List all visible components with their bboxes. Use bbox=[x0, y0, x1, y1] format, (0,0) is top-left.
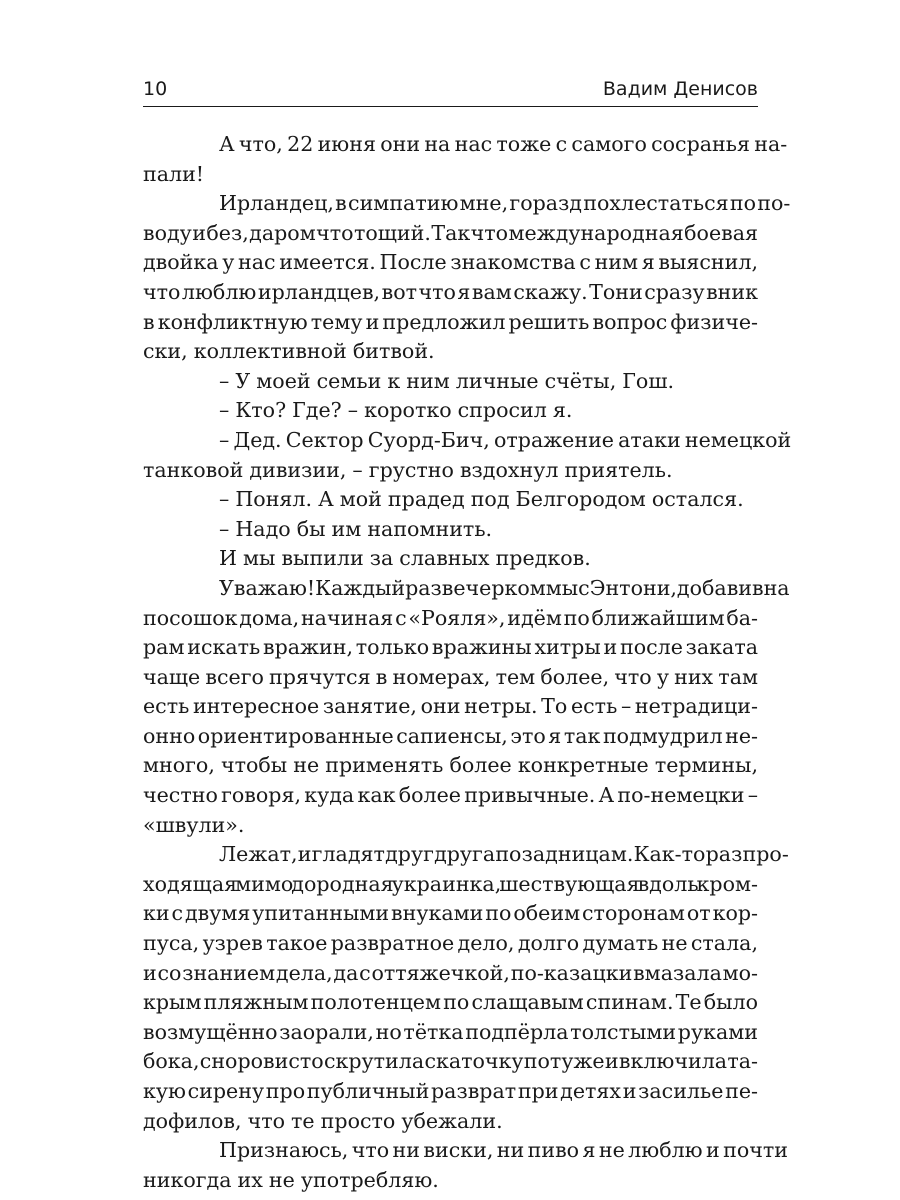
text-line: А что, 22 июня они на нас тоже с самого сосранья на- bbox=[219, 132, 788, 156]
text-line: чаще всего прячутся в номерах, тем более, что у них там bbox=[143, 664, 758, 689]
text-line: пуса, узрев такое развратное дело, долго думать не стала, bbox=[143, 931, 758, 956]
paragraph bbox=[143, 840, 789, 1136]
text-line: ки с двумя упитанными внуками по обеим сторонам от кор- bbox=[143, 901, 758, 926]
running-head bbox=[143, 72, 758, 107]
text-line: танковой дивизии, – грустно вздохнул приятель. bbox=[143, 457, 673, 482]
text-line: и со знанием дела, да с оттяжечкой, по-казацки вмазала мо- bbox=[143, 960, 758, 985]
text-line: есть интересное занятие, они нетры. То есть – нетрадици- bbox=[143, 694, 758, 719]
text-line: ходящая мимо дородная украинка, шествующая вдоль кром- bbox=[143, 871, 758, 896]
paragraph bbox=[143, 544, 758, 574]
text-line: много, чтобы не применять более конкретные термины, bbox=[143, 753, 758, 778]
paragraph bbox=[143, 396, 758, 426]
text-line: рам искать вражин, только вражины хитры и после заката bbox=[143, 635, 758, 660]
text-line: возмущённо заорали, но тётка подпёрла толстыми руками bbox=[143, 1019, 758, 1044]
text-line: посошок дома, начиная с «Рояля», идём по ближайшим ба- bbox=[143, 605, 758, 630]
text-line: крым пляжным полотенцем по слащавым спинам. Те было bbox=[143, 990, 758, 1015]
paragraph bbox=[143, 485, 758, 515]
text-line: воду и без, даром что тощий. Так что международная боевая bbox=[143, 220, 758, 245]
text-line: – Дед. Сектор Суорд-Бич, отражение атаки немецкой bbox=[219, 427, 792, 452]
text-line: Лежат, и гладят друг друга по задницам. Как-то раз про- bbox=[219, 842, 789, 867]
paragraph bbox=[143, 189, 791, 367]
body-text bbox=[143, 130, 792, 1195]
text-line: в конфликтную тему и предложил решить вопрос физиче- bbox=[143, 309, 758, 334]
text-line: что люблю ирландцев, вот что я вам скажу. Тони сразу вник bbox=[143, 279, 758, 304]
text-line: честно говоря, куда как более привычные. А по-немецки – bbox=[143, 783, 758, 808]
paragraph bbox=[143, 130, 788, 189]
text-line: двойка у нас имеется. После знакомства с ним я выяснил, bbox=[143, 250, 758, 275]
text-line: – Надо бы им напомнить. bbox=[219, 516, 493, 541]
paragraph bbox=[143, 367, 758, 397]
page-number: 10 bbox=[143, 78, 168, 100]
text-line: Ирландец, в симпатию мне, горазд похлестаться по по- bbox=[219, 191, 791, 216]
text-line: – У моей семьи к ним личные счёты, Гош. bbox=[219, 368, 675, 393]
text-line: ски, коллективной битвой. bbox=[143, 339, 435, 364]
text-line: Признаюсь, что ни виски, ни пиво я не люблю и почти bbox=[219, 1138, 788, 1163]
text-line: никогда их не употребляю. bbox=[143, 1167, 439, 1192]
text-line: – Понял. А мой прадед под Белгородом остался. bbox=[219, 487, 744, 512]
paragraph bbox=[143, 426, 792, 485]
text-line: Уважаю! Каждый раз вечерком мы с Энтони, добавив на bbox=[219, 575, 790, 600]
running-head-author: Вадим Денисов bbox=[602, 78, 758, 100]
paragraph bbox=[143, 515, 758, 545]
text-line: кую сирену про публичный разврат при детях и засилье пе- bbox=[143, 1079, 758, 1103]
text-line: – Кто? Где? – коротко спросил я. bbox=[219, 398, 573, 423]
text-line: пали! bbox=[143, 161, 205, 186]
paragraph bbox=[143, 574, 790, 840]
text-line: дофилов, что те просто убежали. bbox=[143, 1108, 503, 1133]
text-line: «швули». bbox=[143, 812, 245, 837]
text-line: онно ориентированные сапиенсы, это я так подмудрил не- bbox=[143, 723, 758, 748]
paragraph bbox=[143, 1136, 788, 1195]
text-line: И мы выпили за славных предков. bbox=[219, 546, 591, 571]
text-line: бока, сноровисто скрутила скаточку потуже и включила та- bbox=[143, 1049, 758, 1074]
